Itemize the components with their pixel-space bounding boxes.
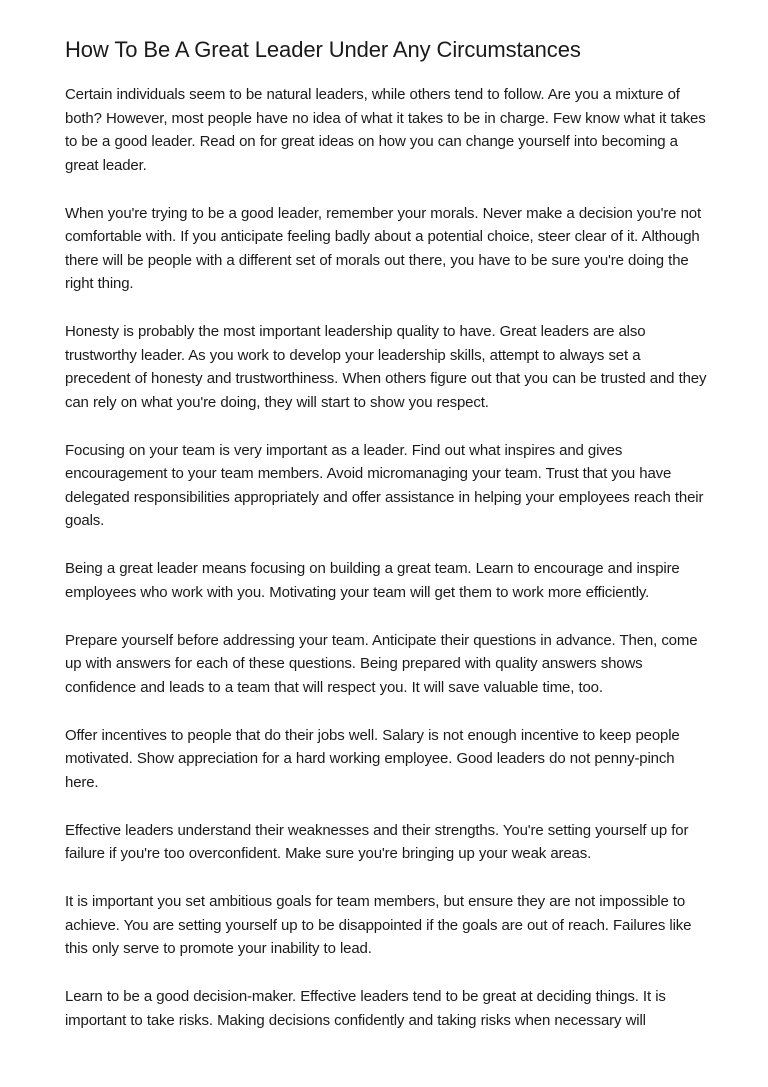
paragraph-7: Offer incentives to people that do their jobs well. Salary is not enough incentive to keep people motivated. Show appreciation for a hard working employee. Good leaders do not penny-pinch here. bbox=[65, 726, 680, 791]
document-title: How To Be A Great Leader Under Any Circumstances bbox=[65, 37, 581, 62]
paragraph-9: It is important you set ambitious goals for team members, but ensure they are not impossible to achieve. You are setting yourself up to be disappointed if the goals are out of reach. Failures like this only serve to promote your inability to lead. bbox=[65, 893, 692, 957]
paragraph-5: Being a great leader means focusing on building a great team. Learn to encourage and inspire employees who work with you. Motivating your team will get them to work more efficiently. bbox=[65, 560, 680, 601]
document-body bbox=[65, 83, 708, 1032]
paragraph-3: Honesty is probably the most important leadership quality to have. Great leaders are also trustworthy leader. As you work to develop your leadership skills, attempt to always set a precedent of honesty and trustworthiness. When others figure out that you can be trusted and they can rely on what you're doing, they will start to show you respect. bbox=[65, 323, 707, 411]
paragraph-1: Certain individuals seem to be natural leaders, while others tend to follow. Are you a mixture of both? However, most people have no idea of what it takes to be in charge. Few know what it takes to be a good leader. Read on for great ideas on how you can change yourself into becoming a great leader. bbox=[65, 86, 706, 174]
paragraph-6: Prepare yourself before addressing your team. Anticipate their questions in advance. Then, come up with answers for each of these questions. Being prepared with quality answers shows confidence and leads to a team that will respect you. It will save valuable time, too. bbox=[65, 631, 698, 696]
paragraph-2: When you're trying to be a good leader, remember your morals. Never make a decision you're not comfortable with. If you anticipate feeling badly about a potential choice, steer clear of it. Although there will be people with a different set of morals out there, you have to be sure you're doing the right thing. bbox=[65, 204, 701, 292]
paragraph-10: Learn to be a good decision-maker. Effective leaders tend to be great at deciding things. It is important to take risks. Making decisions confidently and taking risks when necessary will bbox=[65, 988, 666, 1029]
paragraph-8: Effective leaders understand their weaknesses and their strengths. You're setting yourself up for failure if you're too overconfident. Make sure you're bringing up your weak areas. bbox=[65, 821, 689, 862]
paragraph-4: Focusing on your team is very important as a leader. Find out what inspires and gives encouragement to your team members. Avoid micromanaging your team. Trust that you have delegated responsibilities appropriately and offer assistance in helping your employees reach their goals. bbox=[65, 441, 704, 529]
